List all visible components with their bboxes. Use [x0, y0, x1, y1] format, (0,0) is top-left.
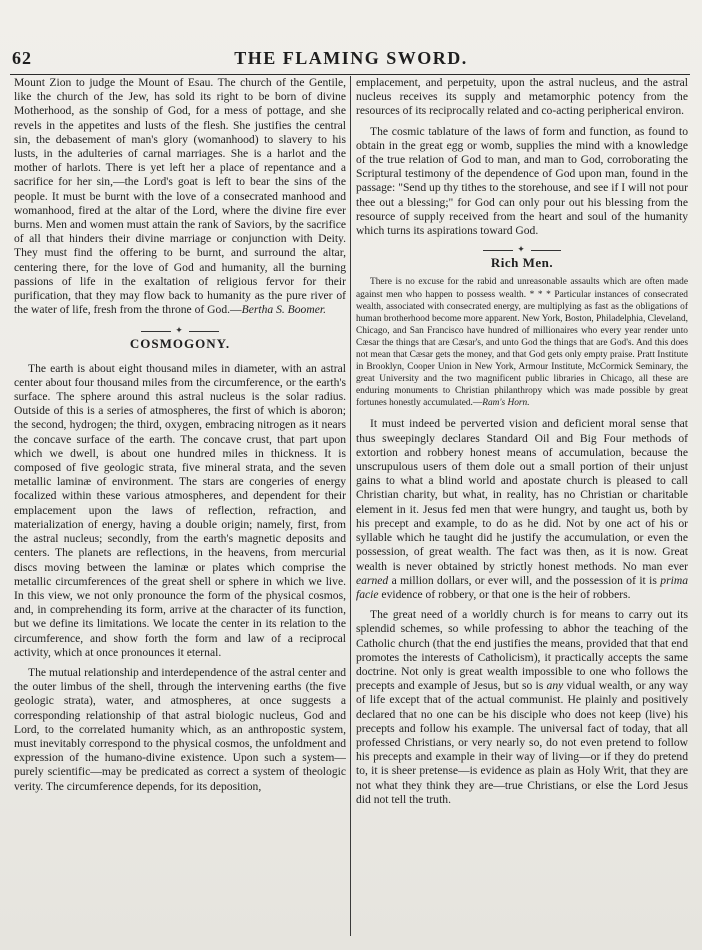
quote-attribution: Ram's Horn.	[482, 398, 530, 409]
quoted-extract: There is no excuse for the rabid and unreasonable assaults which are often made against men who happen to possess wealth. * * * Particular instances of consecrated wealth, associated with consecrated energy, are multiplying as fast as the obligations of human brotherhood become more apparent. New York, Boston, Philadelphia, Cleveland, Chicago, and San Francisco have hundred of millionaires who every year render unto Cæsar the things that are Cæsar's, and unto God the things that are God's. And this does not mean that Cæsar gets the money, and that God gets only empty praise. Pratt Institute in Brooklyn, Cooper Union in New York, Armour Institute, McCormick Seminary, the great University and the two magnificent public libraries in Chicago, all these are enduring monuments to Christian philanthropy which was made possible by great fortunes honestly accumulated.—Ram's Horn.	[356, 277, 688, 409]
article-continued-paragraph: Mount Zion to judge the Mount of Esau. The church of the Gentile, like the church of the Jew, has sold its right to be born of divine Motherhood, as the sonship of God, for a mess of pottage, and she revels in the appetites and lusts of the flesh. She justifies the central sin, the debasement of man's glory (womanhood) to slavery to his lusts, in the adulteries of carnal marriages. She is a harlot and the mother of harlots. There is yet left her a place of repentance and a sacrifice for her sin,—the Lord's goat is left to bear the sins of the people. It must be burnt with the love of a consecrated manhood and womanhood, fired at the altar of the Lord, where the divine fire ever burns. Men and women must attain the rank of Saviors, by the sacrifice of all that hinders their divine marriage or conjunction with Deity. They must find the offering to be burnt, and surround the altar, centering there, for the love of God and humanity, all the burning passions of life in the exaltation of religious fervor for their purification, that they may flow back to humanity as the pure river of the water of life, fresh from the throne of God.—Bertha S. Boomer.	[14, 76, 346, 317]
page-number: 62	[12, 48, 32, 68]
cosmogony-paragraph-2: The mutual relationship and interdependence of the astral center and the outer limbus of the shell, through the intervening earths (the five geologic strata), water, and atmospheres, at once suggests a corresponding relationship of that astral biologic nucleus, God and Lord, to the correlated humanity which, as an anthropostic system, must inevitably correspond to the physical cosmos, the unfoldment and expression of the humano-divine existence. Upon such a system—purely scientific—may be predicated as correct a system of theologic verity. The circumference depends, for its deposition,	[14, 665, 346, 793]
cosmogony-paragraph-3: emplacement, and perpetuity, upon the astral nucleus, and the astral nucleus receives its supply and metamorphic potency from the resources of its reciprocally related and co-acting peripherical environ.	[356, 76, 688, 118]
cosmogony-paragraph-1: The earth is about eight thousand miles in diameter, with an astral center about four thousand miles from the circumference, or the earth's surface. The sphere around this astral nucleus is the solar radius. Outside of this is a series of atmospheres, the first of which is aboron; the second, hydrogen; the third, oxygen, embracing nitrogen as it nears the concave surface of the earth. The concave crust, that part upon which we dwell, is about one hundred miles in thickness. It is composed of five geologic strata, five mineral strata, and the seven metallic laminæ of environment. The stars are congeries of energy focalized within these various atmospheres, and dependent for their emplacement upon the laws of reflection, refraction, and materialization of energy, having a double origin; namely, first, from the astral nucleus; secondly, from the earth's magnetic deposits and centers. The planets are reflections, in the heavens, from mercurial discs moving between the laminæ or plates which comprise the metallic circumferences of the great shell or sphere in which we live. In this view, we not only pronounce the form of the physical cosmos, and, in comprehending its form, arrive at the character of its function, but we define its limitations. We locate the center in its relation to the circumference, and show forth the form and law of a reciprocal activity, which at once pronounces it eternal.	[14, 361, 346, 659]
column-divider	[350, 76, 351, 936]
cosmogony-paragraph-4: The cosmic tablature of the laws of form and function, as found to obtain in the great egg or womb, supplies the mind with a knowledge of the true relation of God to man, and man to God, corroborating the Scriptural testimony of the dependence of God upon man, found in the passage: "Send up thy tithes to the storehouse, and see if I will not pour thee out a blessing;" for God can only pour out his blessing from the resource of supply received from the heart and soul of the humanity which turns its aspirations toward God.	[356, 124, 688, 238]
section-ornament: ✦	[356, 244, 688, 254]
section-ornament: ✦	[14, 325, 346, 335]
rich-men-heading: Rich Men.	[490, 255, 554, 271]
author-signature: Bertha S. Boomer.	[241, 303, 326, 317]
rich-men-paragraph-2: The great need of a worldly church is for means to carry out its splendid schemes, so while professing to abhor the teaching of the Catholic church (that the end justifies the means, provided that that end promotes the interests of Catholicism), it practically accepts the same doctrine. Not only is great wealth impossible to one who follows the precepts and example of Jesus, but so is any vidual wealth, or any way of life except that of the actual communist. He plainly and positively declared that no one can be his disciple who does not keep (live) his precepts and follow his example. The universal fact of today, that all professed Christians, or very nearly so, do not even pretend to follow his precepts and example in their way of living—or if they do pretend to, it is sheer pretense—is evidence as plain as Holy Writ, that they are not what they think they are—true Christians, or else the Lord Jesus did not tell the truth.	[356, 608, 688, 806]
header-rule	[10, 74, 690, 75]
right-column	[356, 76, 688, 938]
masthead-title: THE FLAMING SWORD.	[234, 48, 468, 68]
left-column	[14, 76, 346, 938]
page-header	[10, 48, 692, 72]
rich-men-paragraph-1: It must indeed be perverted vision and deficient moral sense that thus sweepingly declares Standard Oil and Big Four methods of extortion and robbery honest means of accumulation, because the unscrupulous users of them dole out a small portion of their unjust gains to what a blind world and apostate church is pleased to call Christian charity, but what, in reality, has no Christian or charitable element in it. Jesus fed men that were hungry, and taught us, both by his precept and example, to do as he did. Not by one act of his or syllable which he taught did he justify the accumulation, or even the possession, of great wealth. The fact was then, as it is now. Great wealth is never obtained by strictly honest methods. No man ever earned a million dollars, or ever will, and the possession of it is prima facie evidence of robbery, or that one is the heir of robbers.	[356, 417, 688, 601]
cosmogony-heading: COSMOGONY.	[129, 336, 231, 352]
